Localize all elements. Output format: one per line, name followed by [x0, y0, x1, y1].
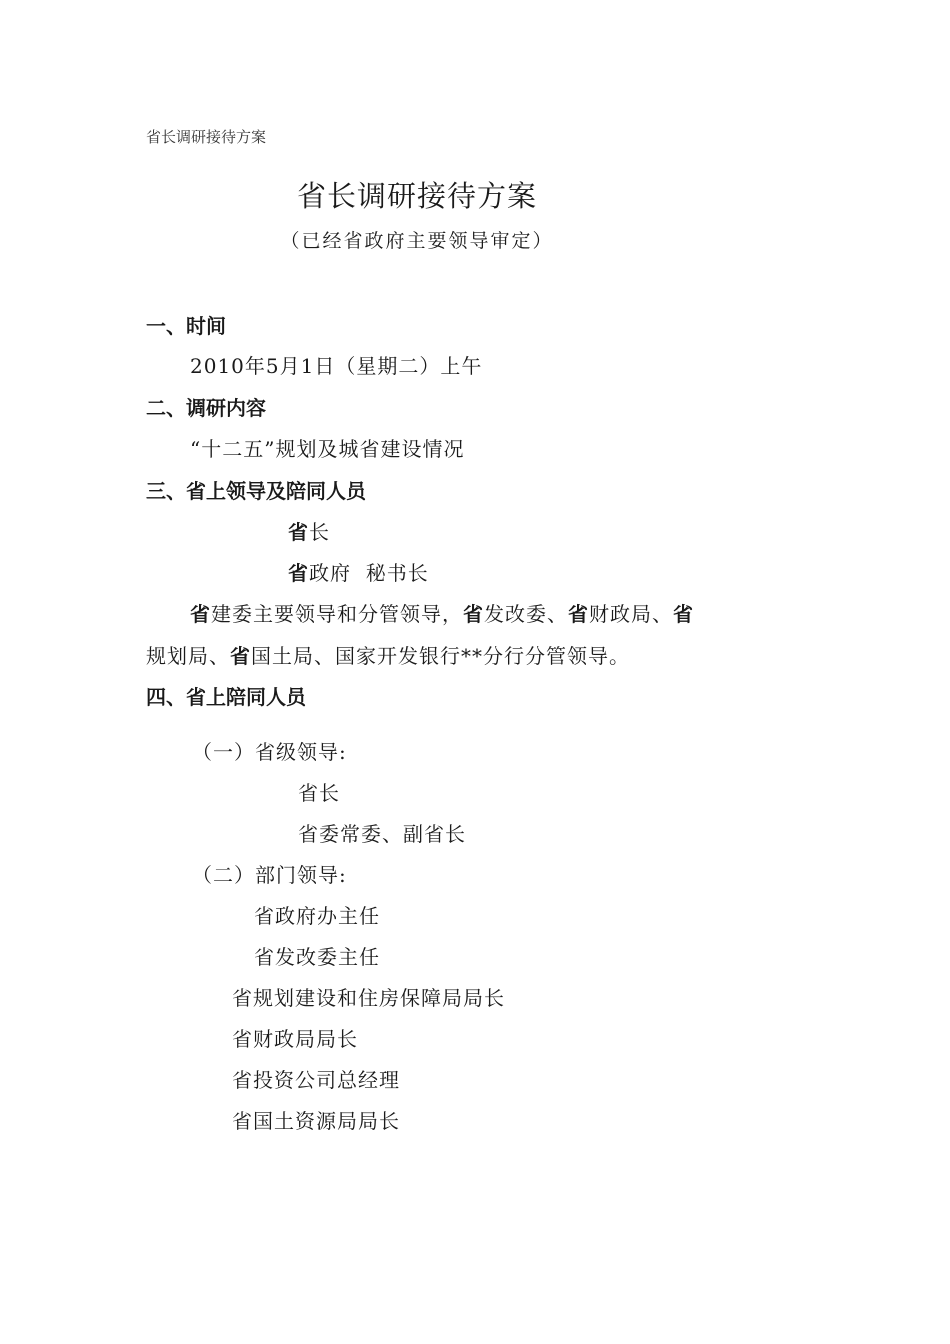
- section-2-heading: 二、调研内容: [146, 396, 266, 420]
- document-subtitle: （已经省政府主要领导审定）: [280, 230, 554, 252]
- bold-char: 省: [190, 602, 211, 626]
- bold-char: 省: [568, 602, 589, 626]
- subsection-2-item: 省发改委主任: [254, 945, 380, 969]
- subsection-1-item: 省委常委、副省长: [298, 822, 466, 846]
- section-3-item-2: [288, 557, 429, 586]
- para-text: 国土局、国家开发银行**分行分管领导。: [251, 644, 630, 668]
- section-1-text: 2010年5月1日（星期二）上午: [190, 354, 483, 378]
- section-2-text: “十二五”规划及城省建设情况: [190, 437, 465, 461]
- para-text: 发改委、: [484, 602, 568, 626]
- subsection-2-item: 省政府办主任: [254, 904, 380, 928]
- section-3-paragraph-line-2: [146, 640, 630, 669]
- page-header: 省长调研接待方案: [146, 128, 267, 146]
- section-3-item-1: [288, 516, 330, 545]
- bold-char: 省: [230, 644, 251, 668]
- subsection-2-item: 省国土资源局局长: [232, 1109, 400, 1133]
- item-text: 长: [309, 520, 330, 544]
- para-text: 规划局、: [146, 644, 230, 668]
- section-4-heading: 四、省上陪同人员: [146, 685, 306, 709]
- subsection-1-item: 省长: [298, 781, 340, 805]
- bold-char: 省: [288, 520, 309, 544]
- bold-char: 省: [673, 602, 694, 626]
- item-text: 政府 秘书长: [309, 561, 429, 585]
- subsection-2-item: 省财政局局长: [232, 1027, 358, 1051]
- section-3-paragraph-line-1: [190, 598, 694, 627]
- subsection-1-label: （一）省级领导:: [192, 740, 347, 764]
- para-text: 财政局、: [589, 602, 673, 626]
- subsection-2-label: （二）部门领导:: [192, 863, 347, 887]
- para-text: 建委主要领导和分管领导，: [211, 602, 463, 626]
- bold-char: 省: [463, 602, 484, 626]
- bold-char: 省: [288, 561, 309, 585]
- document-title: 省长调研接待方案: [296, 179, 537, 213]
- subsection-2-item: 省规划建设和住房保障局局长: [232, 986, 505, 1010]
- subsection-2-item: 省投资公司总经理: [232, 1068, 400, 1092]
- section-1-heading: 一、时间: [146, 314, 226, 338]
- section-3-heading: 三、省上领导及陪同人员: [146, 479, 366, 503]
